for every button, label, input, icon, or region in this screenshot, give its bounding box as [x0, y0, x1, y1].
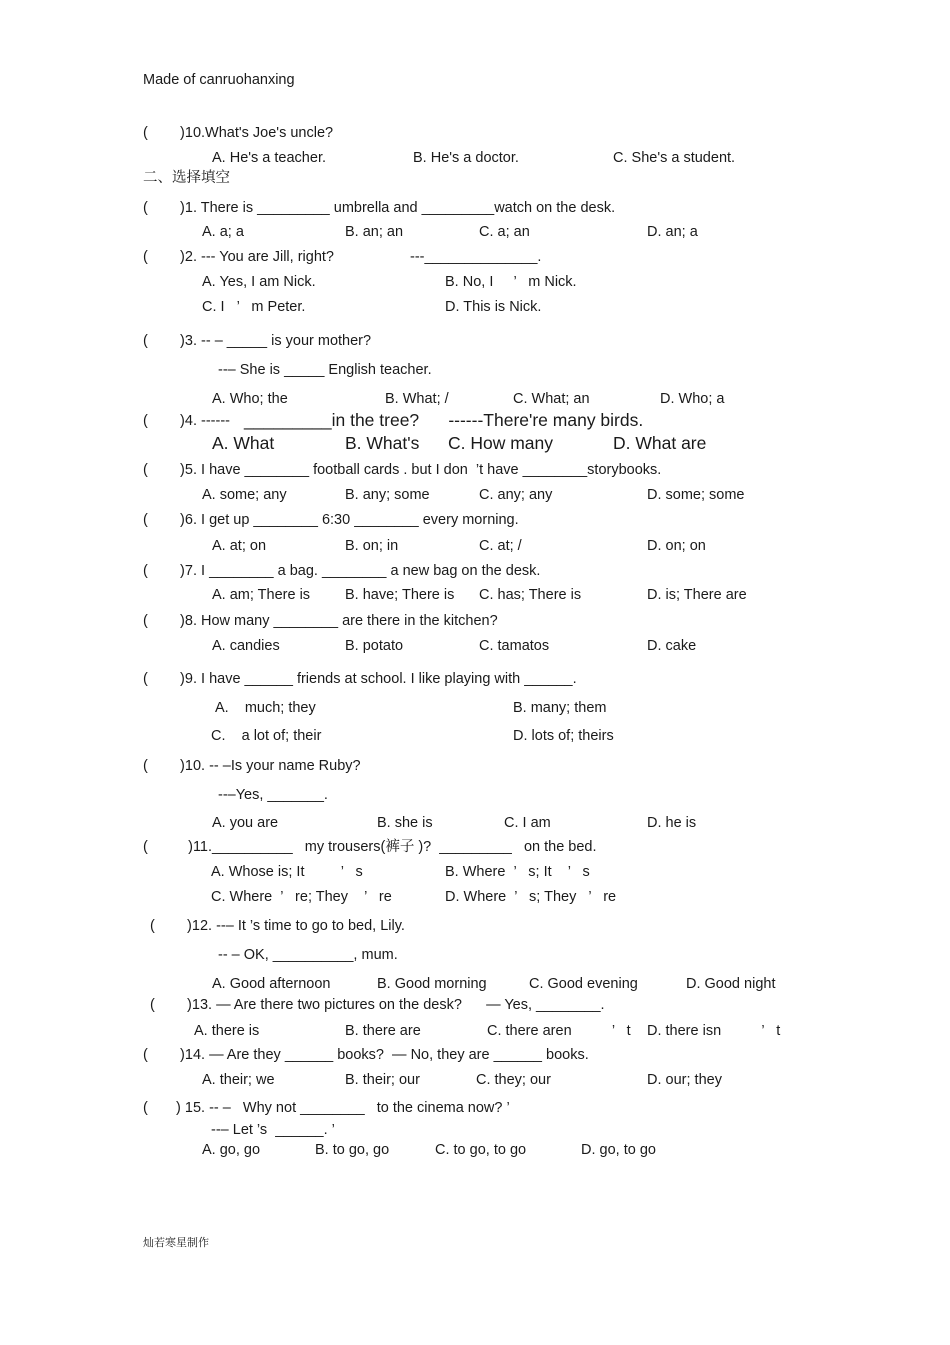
- answer-line: -- – OK, __________, mum.: [218, 947, 398, 963]
- option-d: D. Who; a: [660, 391, 725, 407]
- option-b: B. What; /: [385, 391, 449, 407]
- option-a: A. am; There is: [212, 587, 311, 603]
- question-stem: ( )13. — Are there two pictures on the desk? — Yes, ________.: [150, 997, 605, 1013]
- option-a: A. Whose is; It ’ s: [211, 864, 363, 880]
- option-a: A. Yes, I am Nick.: [202, 274, 316, 290]
- question-stem: ( )3. -- – _____ is your mother?: [143, 333, 372, 349]
- option-a: A. What: [212, 433, 275, 453]
- question-stem: ( )6. I get up ________ 6:30 ________ every morning.: [143, 512, 519, 528]
- option-c: C. tamatos: [479, 638, 550, 654]
- question-stem: ( )5. I have ________ football cards . but I don ’t have ________storybooks.: [143, 462, 662, 478]
- option-b: B. potato: [345, 638, 404, 654]
- option-d: D. What are: [613, 433, 707, 453]
- question-stem: ( )2. --- You are Jill, right?: [143, 249, 334, 265]
- option-c: C. How many: [448, 433, 554, 453]
- option-b: B. their; our: [345, 1072, 420, 1088]
- option-c: C. there aren ’ t: [487, 1023, 631, 1039]
- option-c: C. to go, to go: [435, 1142, 527, 1158]
- option-b: B. on; in: [345, 538, 399, 554]
- page-header: Made of canruohanxing: [143, 72, 295, 88]
- option-c: C. What; an: [513, 391, 590, 407]
- option-d: D. on; on: [647, 538, 706, 554]
- option-b: B. What's: [345, 433, 420, 453]
- section-title: 二、选择填空: [143, 170, 230, 186]
- option-a: A. at; on: [212, 538, 267, 554]
- option-b: B. Good morning: [377, 976, 487, 992]
- option-c: C. at; /: [479, 538, 522, 554]
- option-a: A. Good afternoon: [212, 976, 331, 992]
- option-d: D. Good night: [686, 976, 776, 992]
- option-d: D. lots of; theirs: [513, 728, 614, 744]
- option-c: C. Where ’ re; They ’ re: [211, 889, 392, 905]
- answer-line: --– Let ’s ______. ’: [211, 1122, 335, 1138]
- option-a: A. their; we: [202, 1072, 275, 1088]
- question-stem: _________in the tree? ------There're many birds.: [244, 410, 644, 430]
- question-stem: ( )12. --– It ’s time to go to bed, Lily.: [150, 918, 405, 934]
- option-b: B. an; an: [345, 224, 404, 240]
- option-c: C. Good evening: [529, 976, 638, 992]
- option-d: D. our; they: [647, 1072, 722, 1088]
- option-a: A. you are: [212, 815, 279, 831]
- option-c: C. has; There is: [479, 587, 582, 603]
- question-stem: ( )10.What's Joe's uncle?: [143, 125, 334, 141]
- question-number: ( )4. ------: [143, 413, 230, 429]
- question-stem: ( )11.__________ my trousers(裤子 )? _________ on the bed.: [143, 839, 597, 855]
- option-c: C. I am: [504, 815, 551, 831]
- page-footer: 灿若寒星制作: [143, 1236, 209, 1249]
- option-b: B. He's a doctor.: [413, 150, 519, 166]
- answer-line: --– She is _____ English teacher.: [218, 362, 432, 378]
- question-stem: ( )10. -- –Is your name Ruby?: [143, 758, 361, 774]
- question-stem: ( )14. — Are they ______ books? — No, they are ______ books.: [143, 1047, 589, 1063]
- option-a: A. some; any: [202, 487, 287, 503]
- option-b: B. she is: [377, 815, 433, 831]
- question-stem: ( )7. I ________ a bag. ________ a new bag on the desk.: [143, 563, 541, 579]
- option-c: C. She's a student.: [613, 150, 736, 166]
- option-d: D. some; some: [647, 487, 745, 503]
- option-a: A. a; a: [202, 224, 244, 240]
- option-c: C. I ’ m Peter.: [202, 299, 306, 315]
- option-d: D. go, to go: [581, 1142, 656, 1158]
- option-a: A. Who; the: [212, 391, 288, 407]
- option-d: D. an; a: [647, 224, 698, 240]
- option-a: A. candies: [212, 638, 280, 654]
- option-d: D. Where ’ s; They ’ re: [445, 889, 617, 905]
- option-b: B. any; some: [345, 487, 430, 503]
- answer-line: ---______________.: [410, 249, 542, 265]
- option-d: D. there isn ’ t: [647, 1023, 781, 1039]
- option-c: C. a lot of; their: [211, 728, 322, 744]
- question-stem: ( )9. I have ______ friends at school. I like playing with ______.: [143, 671, 577, 687]
- question-stem: ( )1. There is _________ umbrella and _________watch on the desk.: [143, 200, 616, 216]
- option-d: D. cake: [647, 638, 697, 654]
- question-stem: ( ) 15. -- – Why not ________ to the cinema now? ’: [143, 1100, 510, 1116]
- option-d: D. is; There are: [647, 587, 747, 603]
- option-c: C. a; an: [479, 224, 530, 240]
- option-d: D. he is: [647, 815, 697, 831]
- option-a: A. He's a teacher.: [212, 150, 326, 166]
- option-a: A. there is: [194, 1023, 260, 1039]
- question-stem: ( )8. How many ________ are there in the kitchen?: [143, 613, 498, 629]
- option-b: B. many; them: [513, 700, 607, 716]
- option-b: B. there are: [345, 1023, 421, 1039]
- option-b: B. to go, go: [315, 1142, 390, 1158]
- option-c: C. they; our: [476, 1072, 551, 1088]
- option-a: A. much; they: [215, 700, 316, 716]
- option-b: B. Where ’ s; It ’ s: [445, 864, 590, 880]
- option-d: D. This is Nick.: [445, 299, 542, 315]
- answer-line: --–Yes, _______.: [218, 787, 328, 803]
- option-a: A. go, go: [202, 1142, 261, 1158]
- option-b: B. have; There is: [345, 587, 455, 603]
- option-b: B. No, I ’ m Nick.: [445, 274, 577, 290]
- option-c: C. any; any: [479, 487, 553, 503]
